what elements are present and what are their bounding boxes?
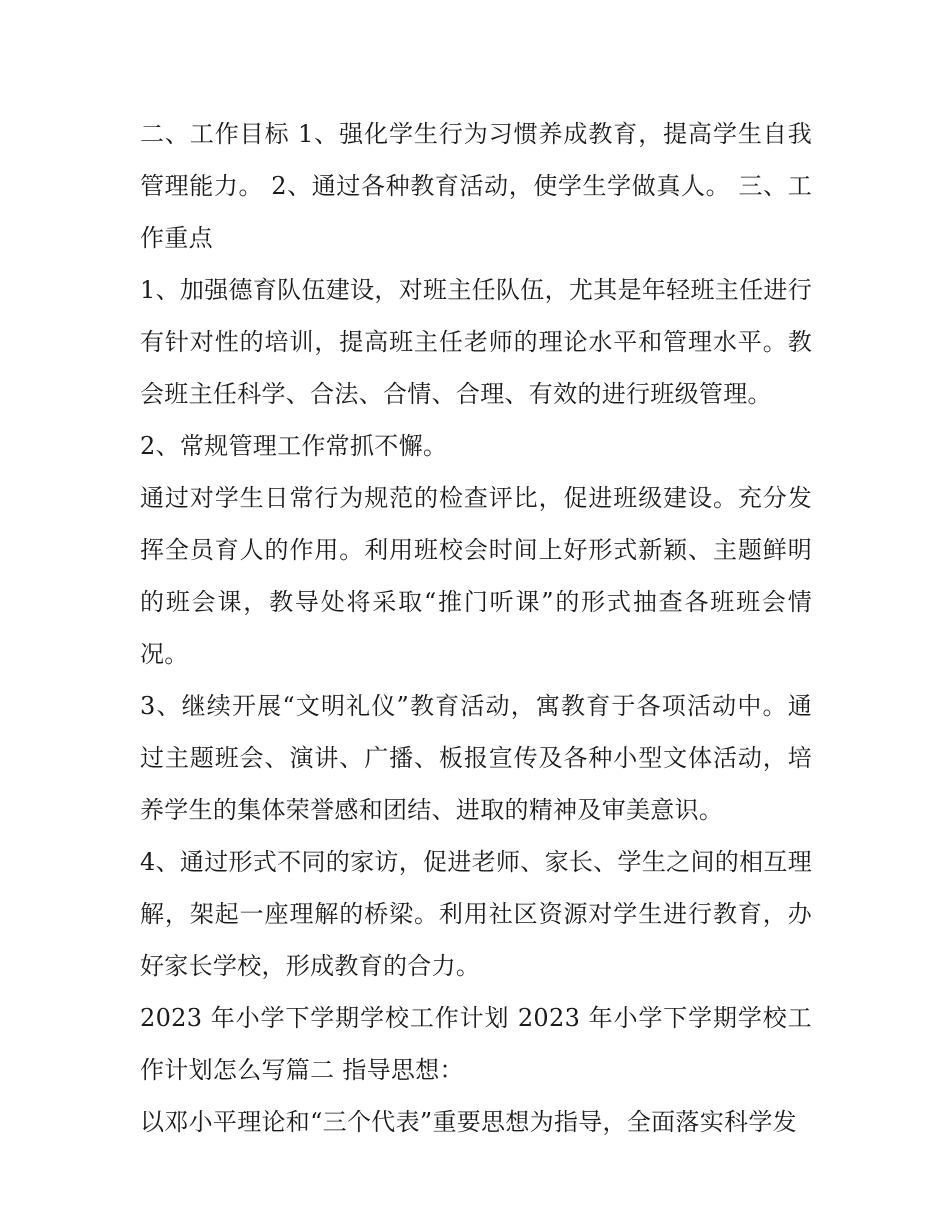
paragraph-point-2-detail: 通过对学生日常行为规范的检查评比，促进班级建设。充分发挥全员育人的作用。利用班校会时间上好形式新颖、主题鲜明的班会课，教导处将采取“推门听课”的形式抽查各班班会情况。: [140, 484, 812, 668]
paragraph-work-goals: 二、工作目标 1、强化学生行为习惯养成教育，提高学生自我管理能力。 2、通过各种教育活动，使学生学做真人。 三、工作重点: [140, 120, 812, 252]
paragraph-point-3: 3、继续开展“文明礼仪”教育活动，寓教育于各项活动中。通过主题班会、演讲、广播、板报宣传及各种小型文体活动，培养学生的集体荣誉感和团结、进取的精神及审美意识。: [140, 692, 812, 824]
paragraph-point-1: 1、加强德育队伍建设，对班主任队伍，尤其是年轻班主任进行有针对性的培训，提高班主任老师的理论水平和管理水平。教会班主任科学、合法、合情、合理、有效的进行班级管理。: [140, 276, 812, 408]
paragraph-section-title: 2023 年小学下学期学校工作计划 2023 年小学下学期学校工作计划怎么写篇二 指导思想：: [140, 1004, 812, 1084]
paragraph-guiding-thought: 以邓小平理论和“三个代表”重要思想为指导，全面落实科学发: [140, 1108, 797, 1136]
document-body: [140, 108, 812, 1148]
paragraph-point-2: 2、常规管理工作常抓不懈。: [140, 432, 448, 460]
paragraph-point-4: 4、通过形式不同的家访，促进老师、家长、学生之间的相互理解，架起一座理解的桥梁。利用社区资源对学生进行教育，办好家长学校，形成教育的合力。: [140, 848, 812, 980]
